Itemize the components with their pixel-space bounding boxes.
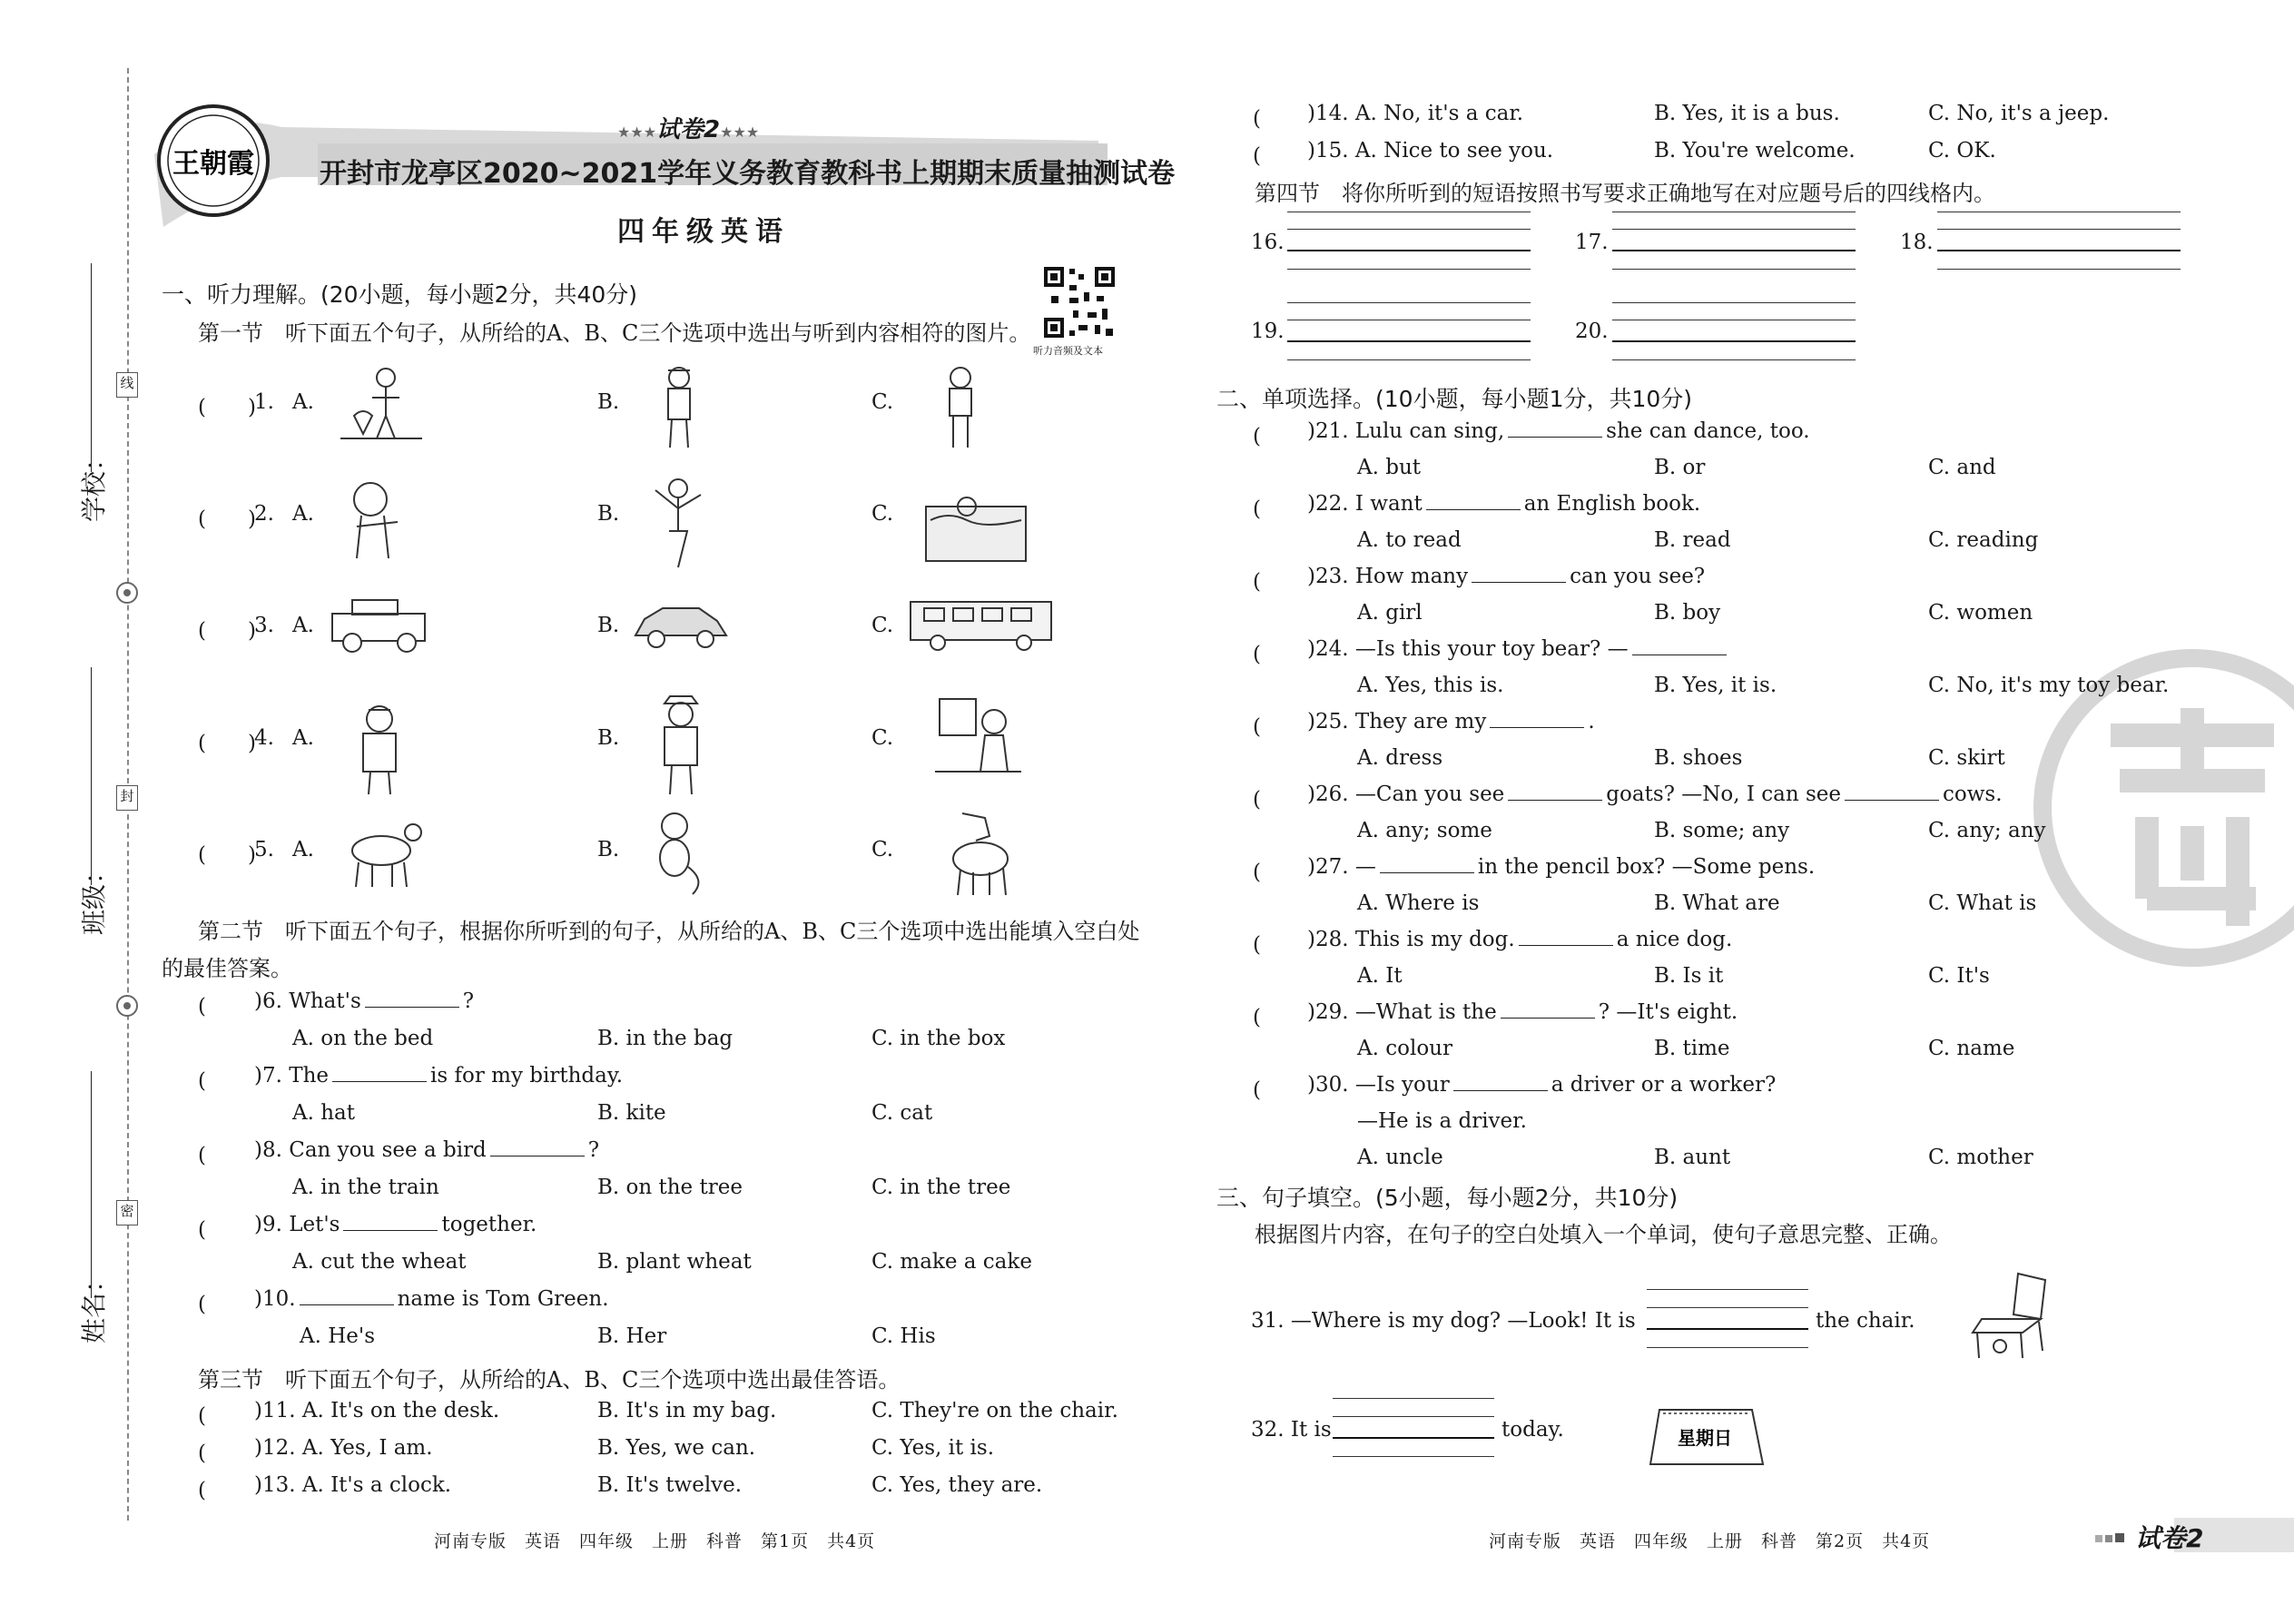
paper-tag: ★★★试卷2★★★ <box>617 116 760 143</box>
option-a-label[interactable]: A. <box>292 726 314 750</box>
answer-paren[interactable]: ( <box>198 1404 248 1428</box>
grid-number: 16. <box>1251 231 1285 254</box>
page-tag: 试卷2 <box>2135 1523 2204 1553</box>
option-b[interactable]: B. read <box>1654 528 1731 552</box>
option-a-label[interactable]: A. <box>292 502 314 526</box>
option-a[interactable]: A. hat <box>292 1101 355 1125</box>
answer-paren[interactable]: ( <box>198 1144 248 1167</box>
question-stem: )27. — in the pencil box? —Some pens. <box>1307 855 1816 879</box>
option-b-label[interactable]: B. <box>597 502 620 526</box>
grid-number: 17. <box>1575 231 1609 254</box>
answer-paren[interactable]: ( <box>198 1069 248 1093</box>
option-c[interactable]: C. His <box>871 1324 936 1348</box>
option-a[interactable]: A. any; some <box>1357 819 1492 842</box>
answer-paren[interactable]: ( <box>198 1442 248 1465</box>
option-b[interactable]: B. Yes, it is. <box>1654 674 1777 697</box>
option-c[interactable]: C. Yes, they are. <box>871 1473 1043 1497</box>
question-stem: )29. —What is the ? —It's eight. <box>1307 1000 1738 1024</box>
option-b-label[interactable]: B. <box>597 614 620 637</box>
calendar-sunday-picture <box>1641 1403 1768 1471</box>
option-a[interactable]: )13. A. It's a clock. <box>254 1473 452 1497</box>
answer-blank[interactable] <box>1632 638 1727 655</box>
option-c[interactable]: C. OK. <box>1928 139 1996 162</box>
answer-paren[interactable]: ( <box>1253 425 1303 448</box>
option-c-label[interactable]: C. <box>871 838 894 861</box>
option-b[interactable]: B. in the bag <box>597 1027 733 1050</box>
name-label: 姓名： <box>79 1266 109 1343</box>
option-c-label[interactable]: C. <box>871 502 894 526</box>
svg-text:王朝霞: 王朝霞 <box>172 148 254 180</box>
option-b[interactable]: B. You're welcome. <box>1654 139 1856 162</box>
option-c-label[interactable]: C. <box>871 726 894 750</box>
question-stem: )28. This is my dog. a nice dog. <box>1307 928 1733 951</box>
boy-picture <box>933 361 988 452</box>
binding-hole-icon <box>111 576 143 609</box>
option-a[interactable]: )15. A. Nice to see you. <box>1307 139 1554 162</box>
nurse-picture <box>343 699 416 799</box>
option-b[interactable]: B. aunt <box>1654 1146 1731 1169</box>
answer-blank[interactable] <box>332 1065 427 1082</box>
option-c[interactable]: C. It's <box>1928 964 1990 988</box>
option-a[interactable]: A. colour <box>1357 1037 1452 1060</box>
answer-paren[interactable]: ( <box>1253 715 1303 739</box>
option-b[interactable]: B. shoes <box>1654 746 1743 770</box>
question-stem-line2: —He is a driver. <box>1357 1109 1527 1133</box>
option-a[interactable]: A. on the bed <box>292 1027 434 1050</box>
option-b[interactable]: B. time <box>1654 1037 1730 1060</box>
answer-blank[interactable] <box>365 990 459 1008</box>
seal-mark-1: 线 <box>116 372 138 398</box>
sec2-instruction-cont: 的最佳答案。 <box>162 956 292 981</box>
option-a[interactable]: )12. A. Yes, I am. <box>254 1436 433 1460</box>
dancer-picture <box>646 472 710 572</box>
qr-caption: 听力音频及文本 <box>1033 345 1103 357</box>
option-b[interactable]: B. on the tree <box>597 1176 743 1199</box>
option-a-label[interactable]: A. <box>292 390 314 414</box>
answer-blank[interactable] <box>1380 856 1474 873</box>
answer-paren[interactable]: ( ) <box>198 843 256 867</box>
swimmer-picture <box>921 479 1030 566</box>
teacher-picture <box>935 694 1021 794</box>
option-a[interactable]: A. in the train <box>292 1176 439 1199</box>
answer-paren[interactable]: ( ) <box>198 732 256 755</box>
question-stem: )26. —Can you see goats? —No, I can see cows. <box>1307 782 2003 806</box>
answer-paren[interactable]: ( ) <box>198 396 256 419</box>
footer-right: 河南专版 英语 四年级 上册 科普 第2页 共4页 <box>1489 1531 1931 1551</box>
option-c-label[interactable]: C. <box>871 390 894 414</box>
option-b[interactable]: B. or <box>1654 456 1706 479</box>
class-label: 班级： <box>79 858 109 935</box>
question-stem: )9. Let's together. <box>254 1213 537 1236</box>
seal-mark-3: 密 <box>116 1200 138 1225</box>
option-b-label[interactable]: B. <box>597 390 620 414</box>
jeep-picture <box>325 595 432 655</box>
question-number: 1. <box>254 390 274 414</box>
option-b[interactable]: B. boy <box>1654 601 1721 625</box>
option-c[interactable]: C. women <box>1928 601 2033 625</box>
answer-paren[interactable]: ( <box>198 995 248 1019</box>
option-b[interactable]: B. plant wheat <box>597 1250 752 1274</box>
sec1-instruction: 第一节 听下面五个句子，从所给的A、B、C三个选项中选出与听到内容相符的图片。 <box>198 320 1031 346</box>
footer-left: 河南专版 英语 四年级 上册 科普 第1页 共4页 <box>434 1531 876 1551</box>
answer-blank[interactable] <box>1472 566 1566 583</box>
answer-blank[interactable] <box>1453 1074 1548 1091</box>
option-a[interactable]: A. He's <box>300 1324 376 1348</box>
grid-number: 20. <box>1575 320 1609 343</box>
police-girl-picture <box>652 361 706 452</box>
qr-code[interactable] <box>1042 265 1117 340</box>
school-field[interactable] <box>91 263 92 472</box>
option-a[interactable]: A. dress <box>1357 746 1443 770</box>
answer-blank[interactable] <box>1426 493 1521 510</box>
answer-paren[interactable]: ( <box>198 1293 248 1316</box>
answer-blank[interactable] <box>1490 711 1584 728</box>
q32-text-post: today. <box>1501 1418 1564 1442</box>
option-c[interactable]: C. mother <box>1928 1146 2033 1169</box>
option-a[interactable]: A. but <box>1357 456 1422 479</box>
question-number: 3. <box>254 614 274 637</box>
option-c[interactable]: C. and <box>1928 456 1996 479</box>
option-c[interactable]: C. in the tree <box>871 1176 1011 1199</box>
option-b[interactable]: B. Is it <box>1654 964 1724 988</box>
question-stem: )24. —Is this your toy bear? — <box>1307 637 1730 661</box>
seal-mark-2: 封 <box>116 785 138 811</box>
question-stem: )21. Lulu can sing, she can dance, too. <box>1307 419 1810 443</box>
option-c[interactable]: C. No, it's my toy bear. <box>1928 674 2170 697</box>
chair-with-dog-picture <box>1968 1269 2050 1360</box>
question-stem: )7. The is for my birthday. <box>254 1064 624 1088</box>
option-a[interactable]: A. cut the wheat <box>292 1250 467 1274</box>
svg-text:星期日: 星期日 <box>1678 1427 1732 1449</box>
option-c[interactable]: C. name <box>1928 1037 2015 1060</box>
answer-paren[interactable]: ( <box>1253 861 1303 884</box>
policeman-picture <box>645 694 717 799</box>
horse-picture <box>935 804 1021 900</box>
question-number: 4. <box>254 726 274 750</box>
option-b[interactable]: B. kite <box>597 1101 666 1125</box>
option-c-label[interactable]: C. <box>871 614 894 637</box>
question-stem: )25. They are my . <box>1307 710 1595 733</box>
option-c[interactable]: C. skirt <box>1928 746 2005 770</box>
answer-paren[interactable]: ( <box>1253 643 1303 666</box>
answer-paren[interactable]: ( <box>1253 933 1303 957</box>
option-b-label[interactable]: B. <box>597 838 620 861</box>
answer-paren[interactable]: ( <box>1253 107 1303 131</box>
answer-paren[interactable]: ( <box>1253 570 1303 594</box>
part3-instruction: 根据图片内容，在句子的空白处填入一个单词，使句子意思完整、正确。 <box>1255 1222 1952 1247</box>
option-a[interactable]: A. It <box>1357 964 1403 988</box>
part2-heading: 二、单项选择。(10小题，每小题1分，共10分) <box>1216 386 1693 412</box>
answer-paren[interactable]: ( <box>1253 144 1303 168</box>
answer-paren[interactable]: ( ) <box>198 619 256 643</box>
answer-blank[interactable] <box>300 1288 394 1305</box>
binding-hole-icon <box>111 989 143 1022</box>
answer-paren[interactable]: ( ) <box>198 507 256 531</box>
option-c[interactable]: C. They're on the chair. <box>871 1399 1118 1422</box>
answer-paren[interactable]: ( <box>1253 1078 1303 1102</box>
option-b[interactable]: B. Yes, it is a bus. <box>1654 102 1840 125</box>
answer-blank[interactable] <box>490 1139 585 1156</box>
sec3-instruction: 第三节 听下面五个句子，从所给的A、B、C三个选项中选出最佳答语。 <box>198 1367 901 1393</box>
car-picture <box>631 601 731 654</box>
grade-subject-title: 四年级英语 <box>617 216 790 248</box>
option-a[interactable]: )14. A. No, it's a car. <box>1307 102 1524 125</box>
option-b[interactable]: B. Her <box>597 1324 667 1348</box>
q31-text-post: the chair. <box>1816 1309 1915 1333</box>
option-a[interactable]: )11. A. It's on the desk. <box>254 1399 500 1422</box>
option-a[interactable]: A. Yes, this is. <box>1357 674 1504 697</box>
sec4-instruction: 第四节 将你所听到的短语按照书写要求正确地写在对应题号后的四线格内。 <box>1255 181 1995 206</box>
part1-heading: 一、听力理解。(20小题，每小题2分，共40分) <box>162 281 638 308</box>
option-b[interactable]: B. What are <box>1654 891 1780 915</box>
option-c[interactable]: C. cat <box>871 1101 933 1125</box>
option-c[interactable]: C. No, it's a jeep. <box>1928 102 2110 125</box>
goat-picture <box>336 810 427 891</box>
option-a[interactable]: A. to read <box>1357 528 1462 552</box>
answer-paren[interactable]: ( <box>1253 788 1303 812</box>
question-number: 5. <box>254 838 274 861</box>
question-stem: )10. name is Tom Green. <box>254 1287 609 1311</box>
bus-picture <box>906 597 1056 654</box>
farmer-watering-picture <box>336 361 427 445</box>
publisher-logo <box>153 100 275 222</box>
option-b[interactable]: B. It's in my bag. <box>597 1399 777 1422</box>
answer-paren[interactable]: ( <box>1253 497 1303 521</box>
question-stem: )23. How many can you see? <box>1307 565 1706 588</box>
name-field[interactable] <box>91 1071 92 1298</box>
grid-number: 18. <box>1900 231 1934 254</box>
school-label: 学校： <box>79 445 109 522</box>
option-a[interactable]: A. girl <box>1357 601 1423 625</box>
answer-blank[interactable] <box>343 1214 438 1231</box>
part3-heading: 三、句子填空。(5小题，每小题2分，共10分) <box>1216 1185 1679 1211</box>
option-c[interactable]: C. in the box <box>871 1027 1006 1050</box>
exam-title: 开封市龙亭区2020~2021学年义务教育教科书上期期末质量抽测试卷 <box>320 158 1176 190</box>
question-number: 2. <box>254 502 274 526</box>
q32-text-pre: 32. It is <box>1251 1418 1332 1442</box>
answer-blank[interactable] <box>1845 783 1939 801</box>
q31-text-pre: 31. —Where is my dog? —Look! It is <box>1251 1309 1636 1333</box>
option-c[interactable]: C. reading <box>1928 528 2039 552</box>
sec2-instruction: 第二节 听下面五个句子，根据你所听到的句子，从所给的A、B、C三个选项中选出能填入空白处 <box>198 919 1140 944</box>
answer-blank[interactable] <box>1508 420 1602 438</box>
grid-number: 19. <box>1251 320 1285 343</box>
page-tag-squares <box>2095 1529 2124 1546</box>
answer-blank[interactable] <box>1501 1001 1595 1019</box>
answer-paren[interactable]: ( <box>198 1479 248 1502</box>
man-talking-picture <box>334 472 425 563</box>
option-b[interactable]: B. Yes, we can. <box>597 1436 756 1460</box>
question-stem: )8. Can you see a bird ? <box>254 1138 600 1162</box>
answer-paren[interactable]: ( <box>1253 1006 1303 1029</box>
question-stem: )6. What's ? <box>254 989 475 1013</box>
option-c[interactable]: C. What is <box>1928 891 2037 915</box>
option-a[interactable]: A. Where is <box>1357 891 1480 915</box>
option-c[interactable]: C. make a cake <box>871 1250 1032 1274</box>
option-b[interactable]: B. It's twelve. <box>597 1473 743 1497</box>
option-a[interactable]: A. uncle <box>1357 1146 1443 1169</box>
question-stem: )30. —Is your a driver or a worker? <box>1307 1073 1777 1097</box>
answer-paren[interactable]: ( <box>198 1218 248 1242</box>
class-field[interactable] <box>91 667 92 885</box>
answer-blank[interactable] <box>1508 783 1602 801</box>
monkey-picture <box>643 808 711 899</box>
answer-blank[interactable] <box>1519 929 1613 946</box>
option-b[interactable]: B. some; any <box>1654 819 1790 842</box>
option-a-label[interactable]: A. <box>292 614 314 637</box>
option-a-label[interactable]: A. <box>292 838 314 861</box>
question-stem: )22. I want an English book. <box>1307 492 1701 516</box>
option-c[interactable]: C. Yes, it is. <box>871 1436 995 1460</box>
option-b-label[interactable]: B. <box>597 726 620 750</box>
option-c[interactable]: C. any; any <box>1928 819 2046 842</box>
